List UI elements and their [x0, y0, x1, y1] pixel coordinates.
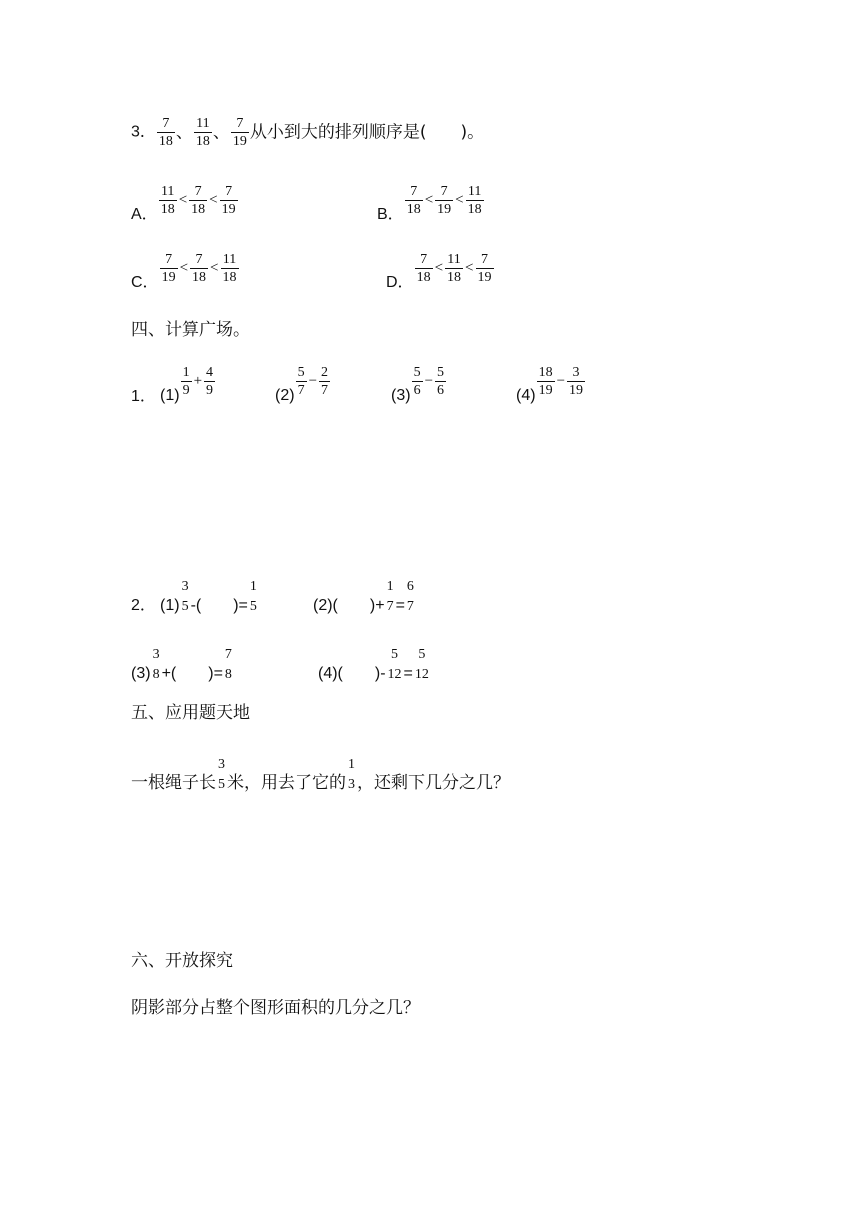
q3-frac-2: $\frac{11}{18}$	[195, 116, 210, 149]
calc-1-item-4: (4) $\frac{18}{19}$ − $\frac{3}{19}$	[516, 365, 584, 404]
option-a[interactable]: A． $\frac{11}{18}$ < $\frac{7}{18}$ < $\frac{7}{19}$	[131, 184, 236, 223]
option-a-label: A．	[131, 206, 158, 223]
calc-2-item-3: (3) 3 8 +( )= 7 8	[131, 647, 232, 682]
option-c[interactable]: C． $\frac{7}{19}$ < $\frac{7}{18}$ < $\frac{11}{18}$	[131, 252, 237, 291]
word-problem: 一根绳子长 3 5 米，用去了它的 1 3 ，还剩下几分之几？	[131, 757, 510, 793]
q3-number: 3．	[131, 123, 156, 141]
section-6-title: 六、开放探究	[131, 951, 233, 971]
section-6-question: 阴影部分占整个图形面积的几分之几？	[131, 998, 420, 1018]
option-d[interactable]: D． $\frac{7}{18}$ < $\frac{11}{18}$ < $\frac{7}{19}$	[386, 252, 492, 291]
section-4-title: 四、计算广场。	[131, 320, 250, 340]
calc-1-label: 1．	[131, 388, 156, 405]
option-b[interactable]: B． $\frac{7}{18}$ < $\frac{7}{19}$ < $\frac{11}{18}$	[377, 184, 482, 223]
q3-frac-3: $\frac{7}{19}$	[232, 116, 247, 149]
calc-2-label: 2．	[131, 597, 156, 614]
section-5-title: 五、应用题天地	[131, 703, 250, 723]
calc-2-item-2: (2)( )+ 1 7 = 6 7	[313, 579, 414, 614]
option-c-label: C．	[131, 274, 159, 291]
calc-2-item-4: (4)( )- 5 12 = 5 12	[318, 647, 429, 682]
option-d-label: D．	[386, 274, 414, 291]
q3-line: 3． $\frac{7}{18}$ 、 $\frac{11}{18}$ 、 $\frac{7}{19}$ 从小到大的排列顺序是( )。	[131, 116, 485, 149]
rope-length-fraction: 3 5	[218, 757, 225, 792]
calc-1-item-2: (2) $\frac{5}{7}$ − $\frac{2}{7}$	[275, 365, 329, 404]
q3-frac-1: $\frac{7}{18}$	[158, 116, 173, 149]
calc-2-item-1: (1) 3 5 -( )= 1 5	[160, 579, 257, 614]
used-fraction: 1 3	[348, 757, 355, 792]
calc-1-item-1: (1) $\frac{1}{9}$ + $\frac{4}{9}$	[160, 365, 214, 404]
option-b-label: B．	[377, 206, 404, 223]
calc-1-item-3: (3) $\frac{5}{6}$ − $\frac{5}{6}$	[391, 365, 445, 404]
q3-question-text: 从小到大的排列顺序是( )。	[249, 122, 485, 143]
